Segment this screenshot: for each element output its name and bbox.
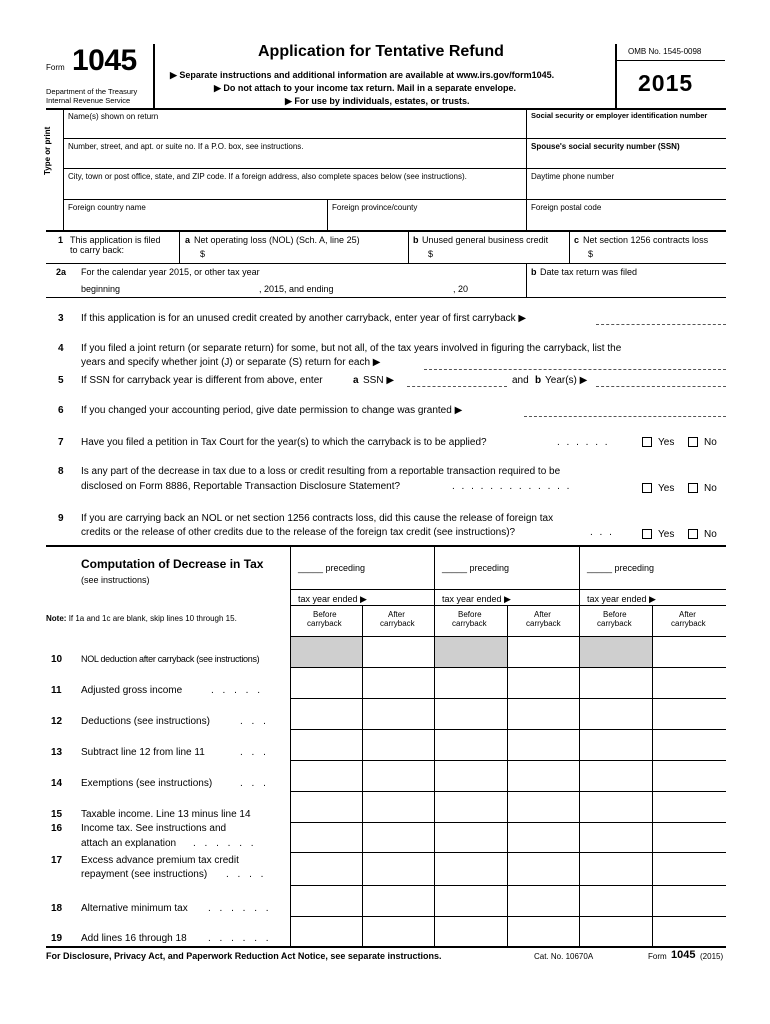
footer-form-number: 1045 <box>671 949 696 961</box>
line-16-text2: attach an explanation <box>81 838 177 849</box>
line-6-text: If you changed your accounting period, give date permission to change was granted ▶ <box>81 405 463 416</box>
line-13-cell-2[interactable] <box>363 730 434 760</box>
line-19-cell-6[interactable] <box>653 917 725 946</box>
type-or-print-label: Type or print <box>43 126 52 175</box>
line-15-cell-4[interactable] <box>508 792 579 822</box>
line-16-cell-1[interactable] <box>291 823 362 852</box>
line-11-text: Adjusted gross income <box>81 685 183 696</box>
line-17-cell-1[interactable] <box>291 853 362 885</box>
line-9-text: If you are carrying back an NOL or net section 1256 contracts loss, did this cause the release of foreign tax <box>81 513 554 524</box>
line-7-yes-checkbox[interactable] <box>642 437 652 447</box>
preceding-year-2: _____ preceding <box>442 563 510 573</box>
line-1a-letter: a <box>185 235 191 245</box>
computation-note: Note: If 1a and 1c are blank, skip lines 10 through 15. <box>46 614 237 623</box>
line-7-dots: . . . . . . <box>557 437 610 448</box>
tax-year-ended-1: tax year ended ▶ <box>298 594 367 604</box>
line-14-number: 14 <box>51 778 63 789</box>
line-1c-letter: c <box>574 235 580 245</box>
line-13-cell-5[interactable] <box>580 730 652 760</box>
line-4-number: 4 <box>58 343 64 354</box>
line-13-text: Subtract line 12 from line 11 <box>81 747 205 758</box>
line-18-text: Alternative minimum tax <box>81 903 188 914</box>
line-2a-ending: , 2015, and ending <box>259 284 334 294</box>
line-13-cell-6[interactable] <box>653 730 725 760</box>
omb-number: OMB No. 1545-0098 <box>628 47 702 56</box>
line-5a-ssn: SSN ▶ <box>363 375 395 386</box>
line-12-cell-2[interactable] <box>363 699 434 729</box>
line-8-yes-checkbox[interactable] <box>642 483 652 493</box>
line-11-dots: . . . . . <box>211 685 264 696</box>
ssn-field[interactable] <box>531 121 725 138</box>
line-10-after-2[interactable] <box>508 637 579 667</box>
before-carryback-1b: carryback <box>307 619 342 628</box>
line-8-text: Is any part of the decrease in tax due to a loss or credit resulting from a reportable transaction required to be <box>81 466 561 477</box>
line-18-number: 18 <box>51 903 63 914</box>
line-7-text: Have you filed a petition in Tax Court for the year(s) to which the carryback is to be applied? <box>81 437 487 448</box>
phone-label: Daytime phone number <box>531 172 615 181</box>
line-1c-dollar: $ <box>588 249 594 259</box>
line-5-text: If SSN for carryback year is different from above, enter <box>81 375 323 386</box>
line-16-cell-4[interactable] <box>508 823 579 852</box>
line-4-text: If you filed a joint return (or separate return) for some, but not all, of the tax years involved in figuring the carryback, list the <box>81 343 622 354</box>
foreign-province-label: Foreign province/county <box>332 203 418 212</box>
line-8-dots: . . . . . . . . . . . . . <box>452 481 572 492</box>
line-11-cell-3[interactable] <box>435 668 507 698</box>
ssn-label: Social security or employer identification number <box>531 111 708 120</box>
foreign-province-field[interactable] <box>332 212 522 229</box>
dept-treasury: Department of the Treasury <box>46 87 138 96</box>
line-10-text: NOL deduction after carryback (see instructions) <box>81 654 260 664</box>
preceding-year-3: _____ preceding <box>587 563 655 573</box>
line-1c-field[interactable] <box>598 246 724 262</box>
computation-subtitle: (see instructions) <box>81 575 150 585</box>
line-12-cell-6[interactable] <box>653 699 725 729</box>
city-field[interactable] <box>68 181 522 198</box>
after-carryback-2b: carryback <box>526 619 561 628</box>
line-2a-20: , 20 <box>453 284 469 294</box>
line-14-cell-1[interactable] <box>291 761 362 791</box>
line-8-no-checkbox[interactable] <box>688 483 698 493</box>
line-17-dots: . . . . <box>226 869 267 880</box>
line-9-text2: credits or the release of other credits due to the release of the foreign tax credit (see instructions)? <box>81 527 516 538</box>
line-17-cell-2[interactable] <box>363 853 434 885</box>
instructions-note: ▶ Separate instructions and additional information are available at www.irs.gov/form1045. <box>170 70 555 80</box>
line-1b-dollar: $ <box>428 249 434 259</box>
line-2a-number: 2a <box>56 267 67 277</box>
tax-year-ended-2: tax year ended ▶ <box>442 594 511 604</box>
line-4-text2: years and specify whether joint (J) or separate (S) return for each ▶ <box>81 357 381 368</box>
line-4-field[interactable] <box>424 369 726 370</box>
line-9-no-checkbox[interactable] <box>688 529 698 539</box>
line-5-and: and <box>512 375 529 386</box>
line-13-number: 13 <box>51 747 63 758</box>
line-19-cell-4[interactable] <box>508 917 579 946</box>
street-field[interactable] <box>68 151 522 168</box>
line-19-cell-5[interactable] <box>580 917 652 946</box>
foreign-postal-label: Foreign postal code <box>531 203 602 212</box>
footer-year: (2015) <box>700 952 724 961</box>
cat-number: Cat. No. 10670A <box>534 952 594 961</box>
computation-title: Computation of Decrease in Tax <box>81 557 264 571</box>
line-11-cell-6[interactable] <box>653 668 725 698</box>
line-10-after-3[interactable] <box>653 637 725 667</box>
line-15-text: Taxable income. Line 13 minus line 14 <box>81 809 251 820</box>
line-3-text: If this application is for an unused credit created by another carryback, enter year of first carryback ▶ <box>81 313 527 324</box>
line-5a-letter: a <box>353 375 359 386</box>
line-13-dots: . . . <box>240 747 269 758</box>
line-12-cell-5[interactable] <box>580 699 652 729</box>
line-1-text2: to carry back: <box>70 245 125 255</box>
line-10-number: 10 <box>51 654 63 665</box>
line-5b-letter: b <box>535 375 542 386</box>
line-18-cell-1[interactable] <box>291 886 362 916</box>
line-17-cell-5[interactable] <box>580 853 652 885</box>
line-16-cell-6[interactable] <box>653 823 725 852</box>
line-18-cell-4[interactable] <box>508 886 579 916</box>
line-16-cell-2[interactable] <box>363 823 434 852</box>
line-19-cell-2[interactable] <box>363 917 434 946</box>
line-8-yes-label: Yes <box>658 483 675 494</box>
after-carryback-2: After <box>534 610 551 619</box>
line-15-cell-1[interactable] <box>291 792 362 822</box>
line-13-cell-1[interactable] <box>291 730 362 760</box>
line-7-number: 7 <box>58 437 64 448</box>
after-carryback-1: After <box>388 610 405 619</box>
line-1-number: 1 <box>58 235 64 245</box>
line-1b-letter: b <box>413 235 419 245</box>
line-15-number: 15 <box>51 809 63 820</box>
line-1c-text: Net section 1256 contracts loss <box>583 235 709 245</box>
line-8-text2: disclosed on Form 8886, Reportable Transaction Disclosure Statement? <box>81 481 401 492</box>
street-label: Number, street, and apt. or suite no. If a P.O. box, see instructions. <box>68 142 304 151</box>
line-14-cell-5[interactable] <box>580 761 652 791</box>
line-19-dots: . . . . . . <box>208 933 272 944</box>
line-9-number: 9 <box>58 513 64 524</box>
irs-label: Internal Revenue Service <box>46 96 131 105</box>
spouse-ssn-field[interactable] <box>531 151 725 168</box>
line-5b-year: Year(s) ▶ <box>545 375 588 386</box>
line-18-cell-3[interactable] <box>435 886 507 916</box>
tax-year-ended-3: tax year ended ▶ <box>587 594 656 604</box>
before-carryback-1: Before <box>313 610 337 619</box>
line-17-cell-4[interactable] <box>508 853 579 885</box>
line-9-no-label: No <box>704 529 717 540</box>
line-14-cell-3[interactable] <box>435 761 507 791</box>
line-16-number: 16 <box>51 823 63 834</box>
line-14-cell-6[interactable] <box>653 761 725 791</box>
line-7-no-checkbox[interactable] <box>688 437 698 447</box>
line-10-after-1[interactable] <box>363 637 434 667</box>
line-1a-text: Net operating loss (NOL) (Sch. A, line 25) <box>194 235 360 245</box>
form-title: Application for Tentative Refund <box>258 43 504 60</box>
line-8-number: 8 <box>58 466 64 477</box>
foreign-country-field[interactable] <box>68 212 323 229</box>
city-label: City, town or post office, state, and ZIP code. If a foreign address, also complete spaces below (see instructions). <box>68 172 467 181</box>
use-note: ▶ For use by individuals, estates, or trusts. <box>285 96 470 106</box>
before-carryback-2: Before <box>458 610 482 619</box>
name-label: Name(s) shown on return <box>68 112 159 121</box>
line-19-cell-1[interactable] <box>291 917 362 946</box>
preceding-year-1: _____ preceding <box>298 563 366 573</box>
line-9-dots: . . . <box>590 527 614 538</box>
line-7-no-label: No <box>704 437 717 448</box>
line-13-cell-4[interactable] <box>508 730 579 760</box>
before-carryback-3b: carryback <box>597 619 632 628</box>
tax-year-end-field[interactable] <box>350 281 452 295</box>
line-15-cell-3[interactable] <box>435 792 507 822</box>
line-1a-dollar: $ <box>200 249 206 259</box>
line-16-cell-3[interactable] <box>435 823 507 852</box>
line-17-number: 17 <box>51 855 63 866</box>
line-17-text: Excess advance premium tax credit <box>81 855 239 866</box>
after-carryback-3b: carryback <box>671 619 706 628</box>
line-18-cell-2[interactable] <box>363 886 434 916</box>
footer-notice: For Disclosure, Privacy Act, and Paperwork Reduction Act Notice, see separate instructions. <box>46 951 442 961</box>
line-3-field[interactable] <box>596 324 726 325</box>
line-18-cell-5[interactable] <box>580 886 652 916</box>
form-label: Form <box>46 63 65 72</box>
line-17-cell-3[interactable] <box>435 853 507 885</box>
line-1b-text: Unused general business credit <box>422 235 549 245</box>
line-11-cell-5[interactable] <box>580 668 652 698</box>
line-12-cell-3[interactable] <box>435 699 507 729</box>
line-12-dots: . . . <box>240 716 269 727</box>
line-8-no-label: No <box>704 483 717 494</box>
line-19-cell-3[interactable] <box>435 917 507 946</box>
line-15-cell-2[interactable] <box>363 792 434 822</box>
line-18-cell-6[interactable] <box>653 886 725 916</box>
line-14-cell-2[interactable] <box>363 761 434 791</box>
name-field[interactable] <box>68 121 522 138</box>
line-14-dots: . . . <box>240 778 269 789</box>
line-9-yes-label: Yes <box>658 529 675 540</box>
line-16-text: Income tax. See instructions and <box>81 823 227 834</box>
foreign-country-label: Foreign country name <box>68 203 146 212</box>
line-17-text2: repayment (see instructions) <box>81 869 208 880</box>
line-18-dots: . . . . . . <box>208 903 272 914</box>
line-2b-text: Date tax return was filed <box>540 267 638 277</box>
line-6-number: 6 <box>58 405 64 416</box>
line-11-cell-2[interactable] <box>363 668 434 698</box>
line-11-number: 11 <box>51 685 62 696</box>
line-12-number: 12 <box>51 716 63 727</box>
line-1b-field[interactable] <box>438 246 566 262</box>
line-14-cell-4[interactable] <box>508 761 579 791</box>
phone-field[interactable] <box>531 181 725 198</box>
line-7-yes-label: Yes <box>658 437 675 448</box>
before-carryback-3: Before <box>603 610 627 619</box>
line-5-number: 5 <box>58 375 64 386</box>
tax-year: 2015 <box>638 70 694 96</box>
foreign-postal-field[interactable] <box>531 212 725 229</box>
line-16-cell-5[interactable] <box>580 823 652 852</box>
line-3-number: 3 <box>58 313 64 324</box>
line-1-text: This application is filed <box>70 235 161 245</box>
line-19-text: Add lines 16 through 18 <box>81 933 187 944</box>
line-14-text: Exemptions (see instructions) <box>81 778 213 789</box>
line-17-cell-6[interactable] <box>653 853 725 885</box>
line-16-dots: . . . . . . <box>193 838 257 849</box>
attach-note: ▶ Do not attach to your income tax return. Mail in a separate envelope. <box>214 83 516 93</box>
line-15-cell-5[interactable] <box>580 792 652 822</box>
after-carryback-1b: carryback <box>380 619 415 628</box>
line-12-cell-4[interactable] <box>508 699 579 729</box>
form-number: 1045 <box>72 44 137 77</box>
line-5b-field[interactable] <box>596 386 726 387</box>
line-11-cell-4[interactable] <box>508 668 579 698</box>
line-12-cell-1[interactable] <box>291 699 362 729</box>
line-2b-letter: b <box>531 267 537 277</box>
line-2a-beginning: beginning <box>81 284 121 294</box>
spouse-ssn-label: Spouse's social security number (SSN) <box>531 142 680 151</box>
date-filed-field[interactable] <box>531 280 725 296</box>
tax-year-begin-field[interactable] <box>130 281 258 295</box>
line-13-cell-3[interactable] <box>435 730 507 760</box>
line-12-text: Deductions (see instructions) <box>81 716 210 727</box>
line-19-number: 19 <box>51 933 63 944</box>
line-9-yes-checkbox[interactable] <box>642 529 652 539</box>
line-6-field[interactable] <box>524 416 726 417</box>
line-15-cell-6[interactable] <box>653 792 725 822</box>
footer-form-label: Form <box>648 952 667 961</box>
line-5a-field[interactable] <box>407 386 507 387</box>
line-2a-text: For the calendar year 2015, or other tax year <box>81 267 260 277</box>
after-carryback-3: After <box>679 610 696 619</box>
line-1a-field[interactable] <box>210 246 405 262</box>
line-11-cell-1[interactable] <box>291 668 362 698</box>
before-carryback-2b: carryback <box>452 619 487 628</box>
